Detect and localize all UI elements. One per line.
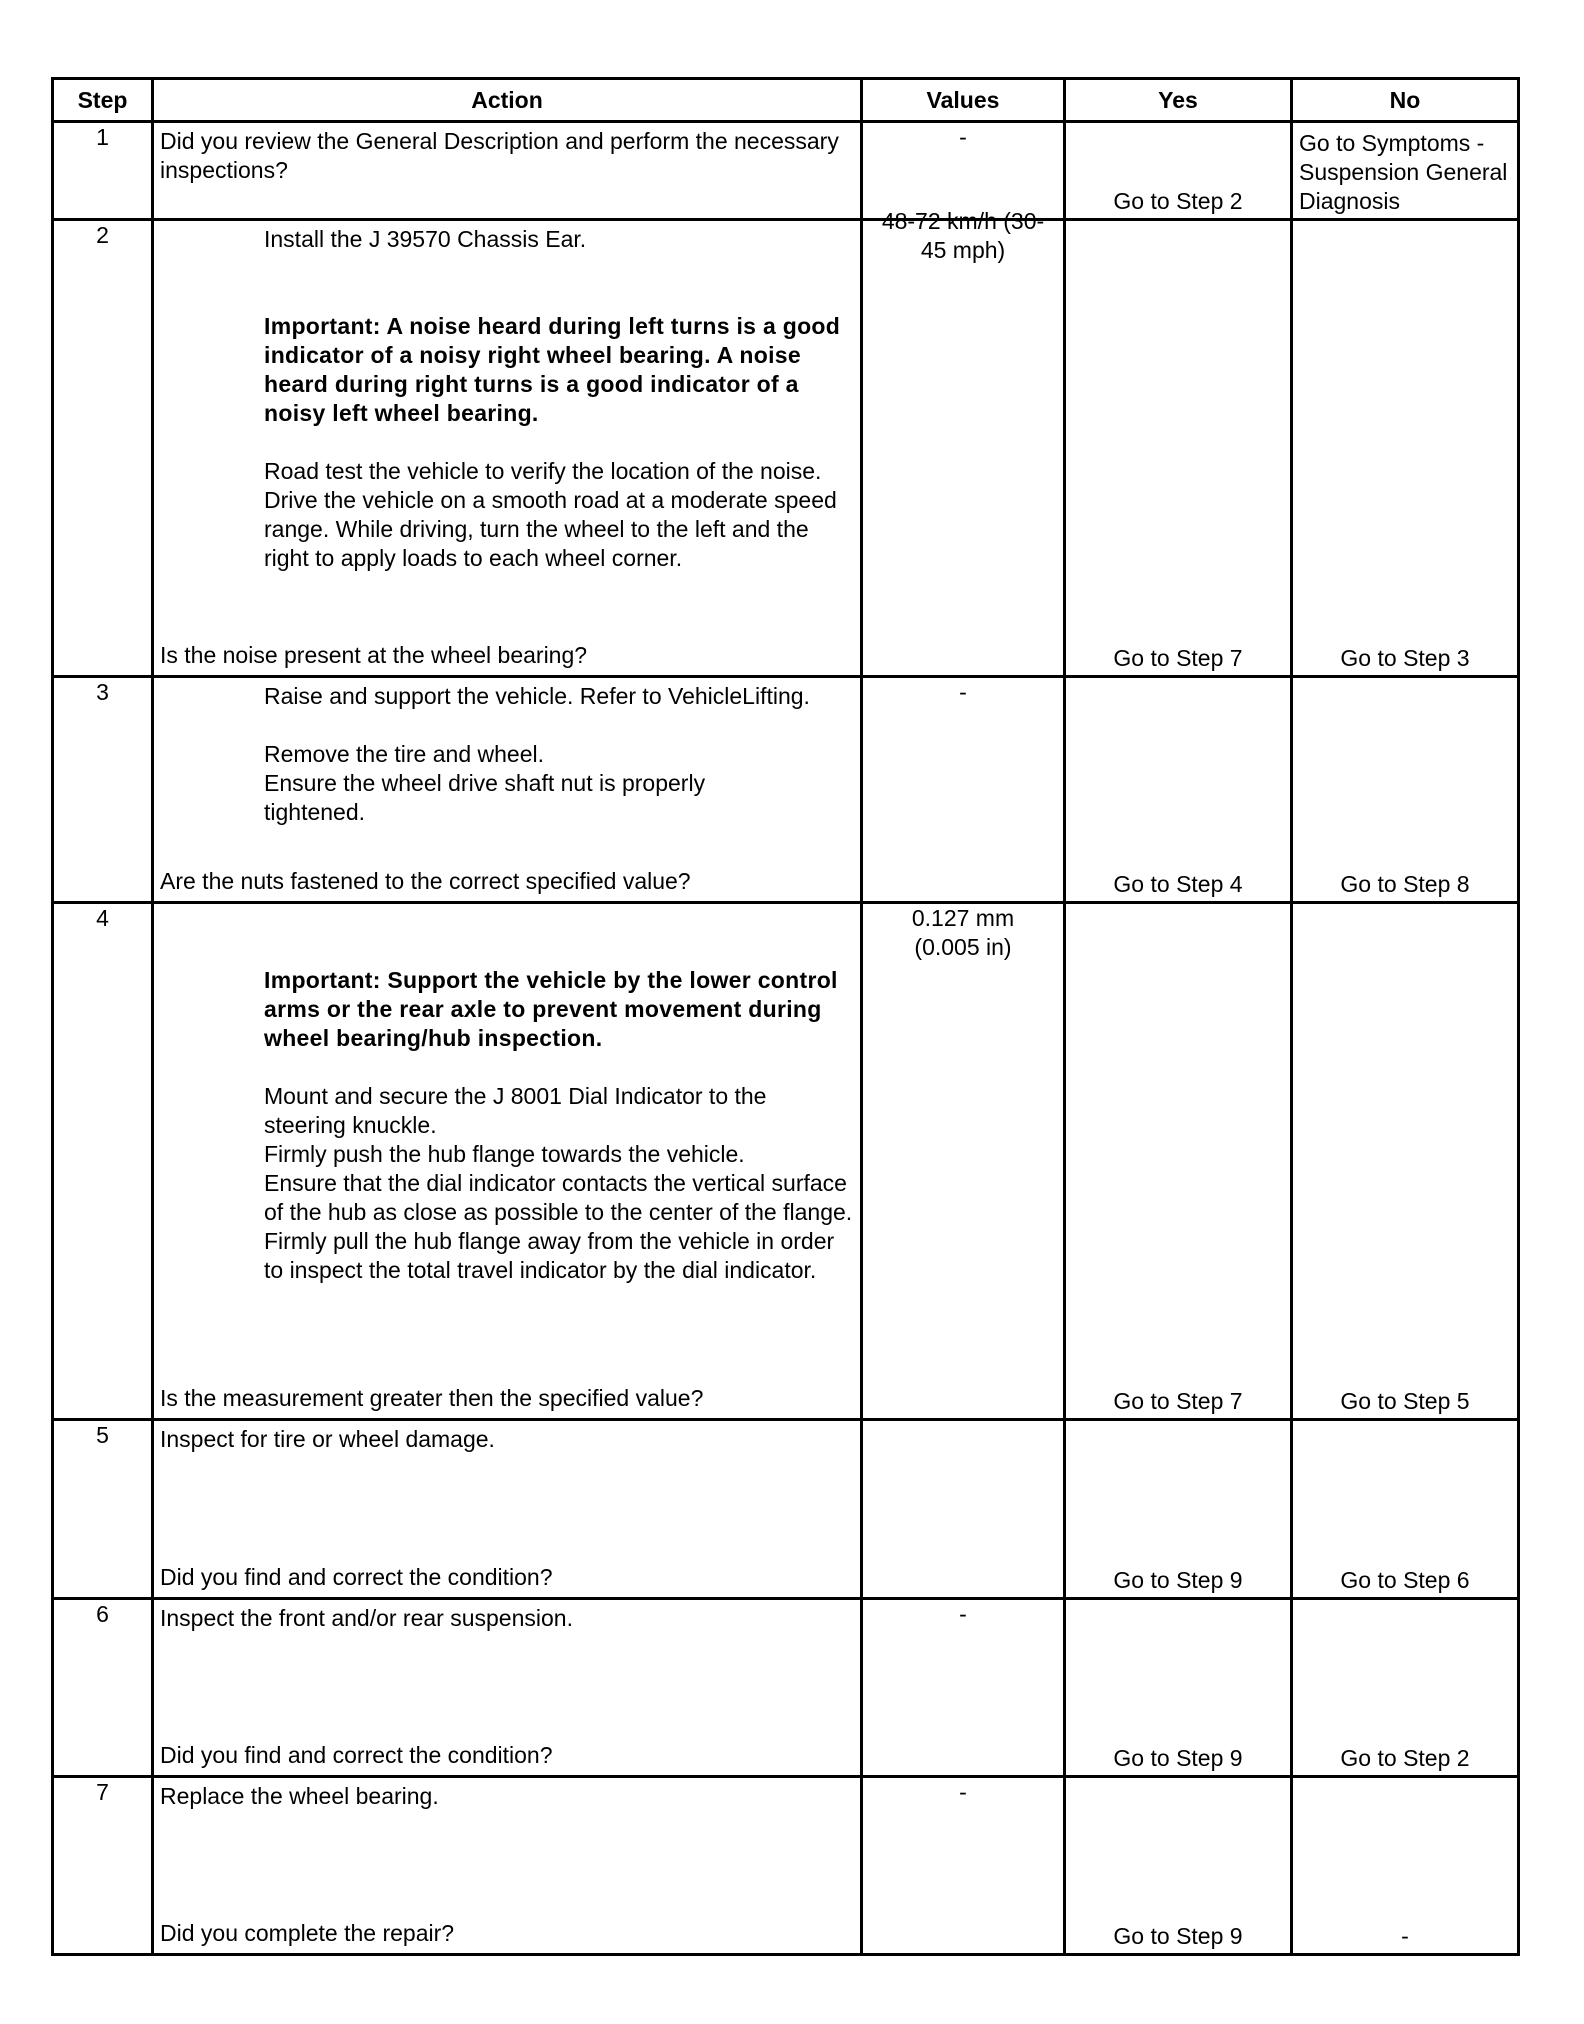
no-link[interactable]: Go to Step 6 (1340, 1567, 1470, 1593)
header-action: Action (153, 79, 862, 122)
detail-text: Mount and secure the J 8001 Dial Indicator to the steering knuckle. (264, 1083, 767, 1138)
yes-link[interactable]: Go to Step 7 (1113, 1388, 1243, 1414)
no-cell (1292, 677, 1519, 903)
yes-cell (1065, 1777, 1292, 1955)
step-number: 4 (53, 903, 153, 1420)
detail-text: Ensure the wheel drive shaft nut is properly tightened. (264, 770, 706, 825)
values-text: 0.127 mm (0.005 in) (911, 905, 1015, 960)
header-row (53, 79, 1519, 122)
header-yes: Yes (1065, 79, 1292, 122)
yes-cell (1065, 1420, 1292, 1599)
header-no: No (1292, 79, 1519, 122)
detail-text: Firmly push the hub flange towards the vehicle. (264, 1141, 745, 1167)
instruction-text: Install the J 39570 Chassis Ear. (264, 226, 587, 252)
values-text: 48-72 km/h (30-45 mph) (881, 208, 1045, 263)
step-number: 3 (53, 677, 153, 903)
detail-text: Remove the tire and wheel. (264, 741, 544, 767)
yes-cell (1065, 1599, 1292, 1777)
question-text: Did you review the General Description and perform the necessary inspections? (160, 128, 839, 183)
action-cell (153, 677, 862, 903)
table-row (53, 1777, 1519, 1955)
table-row (53, 122, 1519, 220)
header-values: Values (862, 79, 1065, 122)
question-text: Is the noise present at the wheel bearing? (160, 642, 588, 668)
no-link[interactable]: Go to Symptoms - Suspension General Diagnosis (1299, 130, 1508, 214)
step-number: 2 (53, 220, 153, 677)
detail-text: Firmly pull the hub flange away from the vehicle in order to inspect the total travel indicator by the dial indicator. (264, 1228, 835, 1283)
table-row (53, 903, 1519, 1420)
action-cell (153, 1599, 862, 1777)
yes-cell (1065, 677, 1292, 903)
table-row (53, 677, 1519, 903)
step-number: 6 (53, 1599, 153, 1777)
step-number: 7 (53, 1777, 153, 1955)
no-link[interactable]: Go to Step 5 (1340, 1388, 1470, 1414)
yes-cell (1065, 903, 1292, 1420)
table-row (53, 1420, 1519, 1599)
instruction-text: Inspect for tire or wheel damage. (160, 1426, 495, 1452)
no-cell (1292, 122, 1519, 220)
question-text: Did you find and correct the condition? (160, 1564, 553, 1590)
step-number: 5 (53, 1420, 153, 1599)
important-note: Important: A noise heard during left turns is a good indicator of a noisy right wheel bearing. A noise heard during right turns is a good indicator of a noisy left wheel bearing. (264, 313, 841, 426)
action-cell (153, 1777, 862, 1955)
diagnostic-table (51, 77, 1520, 1956)
question-text: Are the nuts fastened to the correct specified value? (160, 868, 691, 894)
important-note: Important: Support the vehicle by the lower control arms or the rear axle to prevent movement during wheel bearing/hub inspection. (264, 967, 838, 1051)
yes-link[interactable]: Go to Step 9 (1113, 1745, 1243, 1771)
no-cell (1292, 903, 1519, 1420)
action-cell (153, 220, 862, 677)
no-cell (1292, 1777, 1519, 1955)
table-row (53, 220, 1519, 677)
no-link[interactable]: Go to Step 8 (1340, 871, 1470, 897)
instruction-text: Inspect the front and/or rear suspension. (160, 1605, 573, 1631)
header-step: Step (53, 79, 153, 122)
yes-link[interactable]: Go to Step 7 (1113, 645, 1243, 671)
no-cell (1292, 1420, 1519, 1599)
values-cell (862, 903, 1065, 1420)
step-number: 1 (53, 122, 153, 220)
no-cell (1292, 220, 1519, 677)
question-text: Is the measurement greater then the specified value? (160, 1385, 704, 1411)
instruction-text: Replace the wheel bearing. (160, 1783, 439, 1809)
values-cell: - (862, 677, 1065, 903)
no-cell (1292, 1599, 1519, 1777)
yes-link[interactable]: Go to Step 9 (1113, 1567, 1243, 1593)
detail-text: Ensure that the dial indicator contacts the vertical surface of the hub as close as possible to the center of the flange. (264, 1170, 853, 1225)
question-text: Did you find and correct the condition? (160, 1742, 553, 1768)
no-link[interactable]: Go to Step 2 (1340, 1745, 1470, 1771)
values-cell (862, 1420, 1065, 1599)
yes-link[interactable]: Go to Step 4 (1113, 871, 1243, 897)
yes-cell (1065, 220, 1292, 677)
table-row (53, 1599, 1519, 1777)
action-cell (153, 1420, 862, 1599)
values-cell (862, 208, 1065, 677)
action-cell (153, 122, 862, 220)
action-cell (153, 903, 862, 1420)
detail-text: Road test the vehicle to verify the location of the noise. Drive the vehicle on a smooth road at a moderate speed range. While driving, turn the wheel to the left and the right to apply loads to each wheel corner. (264, 458, 837, 571)
question-text: Did you complete the repair? (160, 1920, 455, 1946)
values-cell: - (862, 1599, 1065, 1777)
yes-cell (1065, 122, 1292, 220)
values-cell: - (862, 1777, 1065, 1955)
yes-link[interactable]: Go to Step 2 (1113, 188, 1243, 214)
no-value: - (1401, 1923, 1409, 1949)
yes-link[interactable]: Go to Step 9 (1113, 1923, 1243, 1949)
instruction-text: Raise and support the vehicle. Refer to VehicleLifting. (264, 683, 810, 709)
values-cell: - (862, 122, 1065, 220)
no-link[interactable]: Go to Step 3 (1340, 645, 1470, 671)
